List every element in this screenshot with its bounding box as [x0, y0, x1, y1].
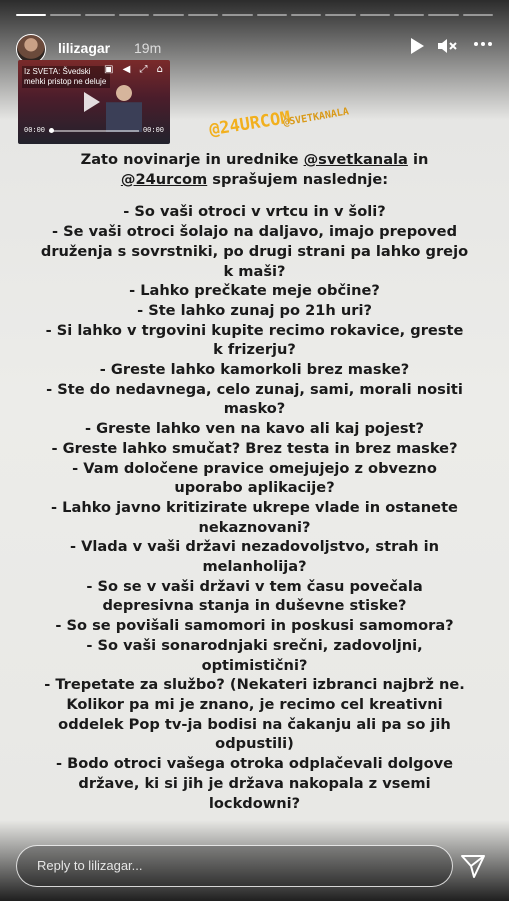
question-item: - So vaši sonarodnjaki srečni, zadovoljni, optimistični? [86, 636, 423, 674]
question-item: - Bodo otroci vašega otroka odplačevali dolgove države, ki si jih je država nakopala z vsemi lockdowni? [55, 755, 454, 812]
question-item: - Greste lahko kamorkoli brez maske? [99, 361, 410, 379]
mute-icon[interactable] [437, 37, 457, 60]
story-segment [188, 14, 218, 16]
story-segment [360, 14, 390, 16]
send-icon[interactable] [459, 852, 487, 880]
question-item: - Si lahko v trgovini kupite recimo rokavice, greste k frizerju? [45, 321, 464, 359]
mention-svetkanala[interactable]: @svetkanala [303, 151, 408, 168]
video-time-start: 00:00 [24, 127, 46, 135]
question-item: - Ste do nedavnega, celo zunaj, sami, morali nositi masko? [46, 380, 463, 418]
question-item: - So se povišali samomori in poskusi samomora? [55, 617, 454, 635]
question-item: - Greste lahko ven na kavo ali kaj pojest? [85, 420, 424, 438]
post-time: 19m [134, 40, 162, 56]
question-item: - Lahko javno kritizirate ukrepe vlade in ostanete nekaznovani? [51, 498, 458, 536]
embedded-video-thumbnail[interactable] [18, 60, 170, 144]
question-item: - So se v vaši državi v tem času povečala depresivna stanja in duševne stiske? [86, 577, 423, 615]
question-item: - Se vaši otroci šolajo na daljavo, imajo prepoved druženja s sovrstniki, po drugi strani pa lahko grejo k maši? [40, 223, 469, 280]
video-progress [24, 126, 164, 136]
mention-24urcom[interactable]: @24urcom [120, 170, 208, 188]
story-segment [85, 14, 115, 16]
story-segment [291, 14, 321, 16]
video-play-icon[interactable] [84, 92, 100, 112]
reply-box[interactable] [16, 845, 453, 887]
play-icon[interactable] [409, 37, 425, 60]
question-item: - Trepetate za službo? (Nekateri izbranci najbrž ne. Kolikor pa mi je znano, je recimo cel kreativni oddelek Pop tv-ja bodisi na čakanju ali pa so jih odpustili) [44, 676, 465, 753]
story-segment [463, 14, 493, 16]
story-segment [119, 14, 149, 16]
question-list [40, 202, 469, 813]
story-segment [257, 14, 287, 16]
story-text [40, 150, 469, 813]
video-seekbar[interactable] [49, 130, 139, 132]
video-title: Iz SVETA: Švedski mehki pristop ne deluje [22, 66, 110, 88]
question-item: - Greste lahko smučat? Brez testa in brez maske? [51, 439, 458, 457]
story-segment [394, 14, 424, 16]
story-segment [222, 14, 252, 16]
question-item: - Lahko prečkate meje občine? [129, 282, 380, 300]
mention-sticker-svetkanala[interactable]: @SVETKANALA [282, 106, 350, 129]
video-controls-icon: ▣ ◀ ⤢ ⌂ [103, 64, 166, 75]
story-segment [428, 14, 458, 16]
mention-sticker-24urcom[interactable]: @24URCOM [207, 107, 292, 141]
more-icon[interactable] [473, 34, 493, 59]
news-anchor-image [106, 82, 142, 132]
intro-suffix: sprašujem naslednje: [207, 170, 389, 188]
reply-input[interactable] [37, 858, 427, 873]
intro-mid: in [407, 151, 429, 168]
question-item: - Vlada v vaši državi nezadovoljstvo, strah in melanholija? [69, 538, 439, 576]
story-progress-bar [16, 14, 493, 16]
story-segment [50, 14, 80, 16]
question-item: - Ste lahko zunaj po 21h uri? [137, 301, 372, 319]
intro-text [40, 150, 469, 189]
question-item: - So vaši otroci v vrtcu in v šoli? [123, 203, 386, 221]
video-time-end: 00:00 [142, 127, 164, 135]
question-item: - Vam določene pravice omejujejo z obvezno uporabo aplikacije? [72, 459, 437, 497]
story-segment [153, 14, 183, 16]
intro-prefix: Zato novinarje in urednike [80, 151, 304, 168]
story-segment [16, 14, 46, 16]
username[interactable]: lilizagar [58, 40, 111, 56]
story-segment [325, 14, 355, 16]
